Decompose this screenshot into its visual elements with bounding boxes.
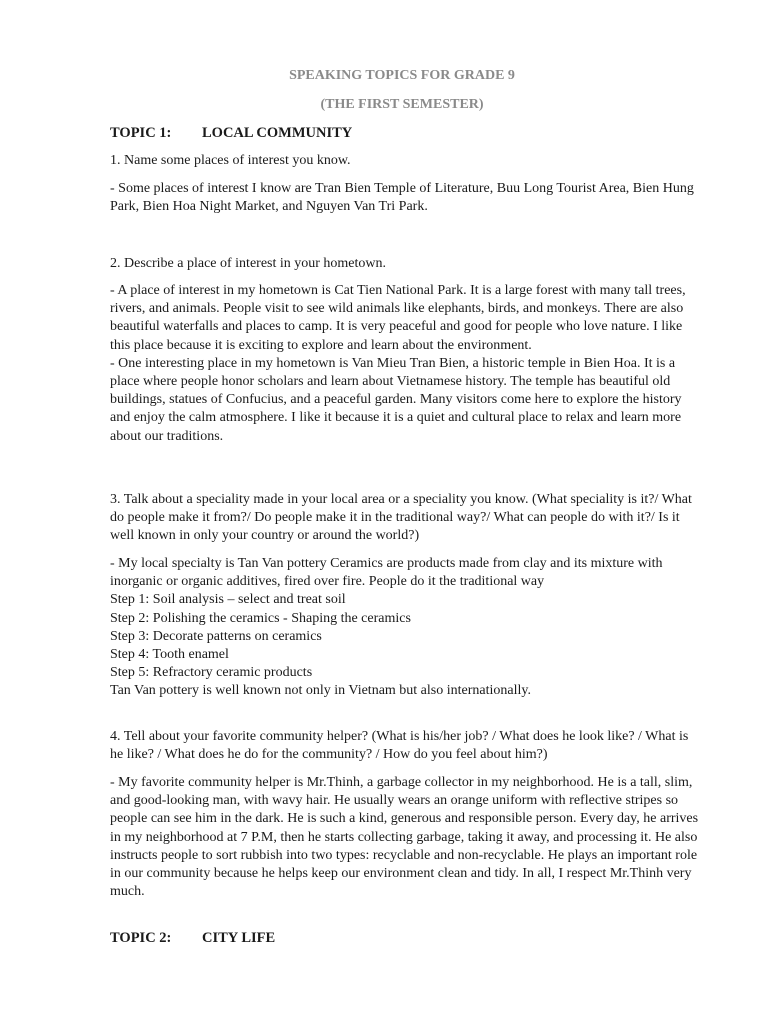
step-item: Step 3: Decorate patterns on ceramics [110, 628, 322, 644]
answer-2-paragraph-2: - One interesting place in my hometown is Van Mieu Tran Bien, a historic temple in Bien Hoa. It is a place where people honor scholars and learn about Vietnamese history. The temple has beautiful old buildings, statues of Confucius, and a peaceful garden. Many visitors come here to explore the history and enjoy the calm atmosphere. I like it because it is a quiet and cultural place to relax and learn more about our traditions. [110, 355, 682, 444]
topic-2-number: TOPIC 2: [110, 930, 172, 946]
step-item: Step 1: Soil analysis – select and treat soil [110, 592, 346, 608]
topic-2-heading [110, 930, 275, 947]
answer-1: - Some places of interest I know are Tran Bien Temple of Literature, Buu Long Tourist Area, Bien Hung Park, Bien Hoa Night Market, and Nguyen Van Tri Park. [110, 181, 694, 215]
answer-2-paragraph-1: - A place of interest in my hometown is Cat Tien National Park. It is a large forest with many tall trees, rivers, and animals. People visit to see wild animals like elephants, birds, and monkeys. There are also beautiful waterfalls and places to camp. It is very peaceful and good for people who love nature. I like this place because it is exciting to explore and learn about the environment. [110, 283, 686, 353]
answer-3-closing: Tan Van pottery is well known not only in Vietnam but also internationally. [110, 683, 531, 699]
answer-3-intro: - My local specialty is Tan Van pottery Ceramics are products made from clay and its mixture with inorganic or organic additives, fired over fire. People do it the traditional way [110, 556, 663, 590]
question-2: 2. Describe a place of interest in your hometown. [110, 256, 387, 271]
document-subtitle: (THE FIRST SEMESTER) [320, 97, 484, 112]
step-item: Step 2: Polishing the ceramics - Shaping the ceramics [110, 610, 411, 626]
question-1: 1. Name some places of interest you know. [110, 153, 351, 168]
step-item: Step 4: Tooth enamel [110, 647, 229, 663]
question-4: 4. Tell about your favorite community helper? (What is his/her job? / What does he look like? / What is he like? / What does he do for the community? / How do you feel about him?) [110, 729, 689, 763]
answer-4: - My favorite community helper is Mr.Thinh, a garbage collector in my neighborhood. He is a tall, slim, and good-looking man, with wavy hair. He usually wears an orange uniform with reflective stripes so people can see him in the dark. He is such a kind, generous and responsible person. Every day, he arrives in my neighborhood at 7 P.M, then he starts collecting garbage, taking it away, and processing it. He also instructs people to sort rubbish into two types: recyclable and non-recyclable. He plays an important role in our community because he helps keep our environment clean and tidy. In all, I respect Mr.Thinh very much. [110, 775, 699, 900]
question-3: 3. Talk about a speciality made in your local area or a speciality you know. (What speciality is it?/ What do people make it from?/ Do people make it in the traditional way?/ What can people do with it?/ Is it well known in only your country or around the world?) [110, 492, 692, 544]
step-item: Step 5: Refractory ceramic products [110, 665, 313, 681]
topic-2-name: CITY LIFE [202, 930, 276, 946]
topic-1-name: LOCAL COMMUNITY [202, 125, 353, 141]
topic-1-heading [110, 125, 352, 142]
answer-3 [110, 555, 700, 701]
topic-1-number: TOPIC 1: [110, 125, 172, 141]
answer-2 [110, 282, 700, 446]
document-title: SPEAKING TOPICS FOR GRADE 9 [289, 68, 515, 83]
